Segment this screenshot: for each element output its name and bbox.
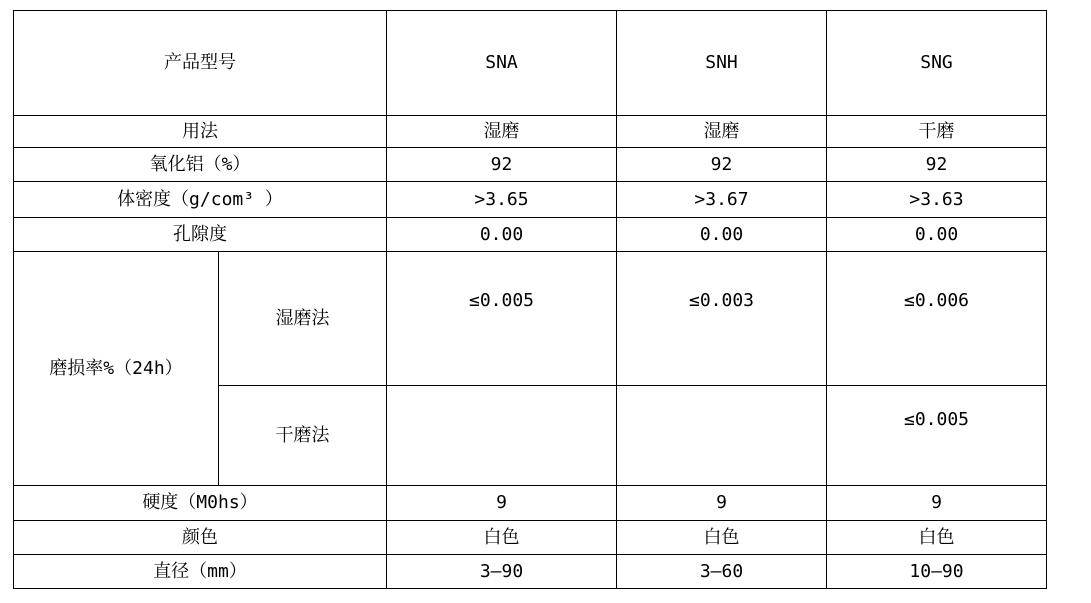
product-spec-table <box>13 10 1047 589</box>
label-cell: 直径（mm） <box>14 555 387 589</box>
value-cell: ≤0.005 <box>827 386 1047 486</box>
value-cell: 白色 <box>617 521 827 555</box>
row-color <box>14 521 1047 555</box>
value-cell: 白色 <box>387 521 617 555</box>
value-cell: ≤0.005 <box>387 252 617 386</box>
label-cell: 用法 <box>14 116 387 148</box>
value-cell: 9 <box>827 486 1047 521</box>
value-cell: >3.63 <box>827 182 1047 218</box>
value-cell: 0.00 <box>827 218 1047 252</box>
label-cell: 颜色 <box>14 521 387 555</box>
row-porosity <box>14 218 1047 252</box>
value-cell: >3.67 <box>617 182 827 218</box>
label-cell: 体密度（g/com³ ） <box>14 182 387 218</box>
value-cell: 0.00 <box>387 218 617 252</box>
value-cell: 0.00 <box>617 218 827 252</box>
header-label-cell: 产品型号 <box>14 11 387 116</box>
row-usage <box>14 116 1047 148</box>
value-cell: 9 <box>387 486 617 521</box>
row-hardness <box>14 486 1047 521</box>
model-cell-snh: SNH <box>617 11 827 116</box>
value-cell: 9 <box>617 486 827 521</box>
model-cell-sng: SNG <box>827 11 1047 116</box>
label-cell: 氧化铝（%） <box>14 148 387 182</box>
value-cell-empty <box>387 386 617 486</box>
wear-rate-label-cell: 磨损率%（24h） <box>14 252 219 486</box>
value-cell: ≤0.003 <box>617 252 827 386</box>
value-cell: ≤0.006 <box>827 252 1047 386</box>
label-cell: 孔隙度 <box>14 218 387 252</box>
value-cell: 湿磨 <box>387 116 617 148</box>
model-cell-sna: SNA <box>387 11 617 116</box>
value-cell: 92 <box>617 148 827 182</box>
row-diameter <box>14 555 1047 589</box>
row-density <box>14 182 1047 218</box>
value-cell: 3—60 <box>617 555 827 589</box>
label-cell: 硬度（M0hs） <box>14 486 387 521</box>
row-wear-wet <box>14 252 1047 386</box>
value-cell-empty <box>617 386 827 486</box>
value-cell: 干磨 <box>827 116 1047 148</box>
value-cell: 92 <box>387 148 617 182</box>
dry-method-label-cell: 干磨法 <box>219 386 387 486</box>
value-cell: 92 <box>827 148 1047 182</box>
value-cell: >3.65 <box>387 182 617 218</box>
value-cell: 10—90 <box>827 555 1047 589</box>
wet-method-label-cell: 湿磨法 <box>219 252 387 386</box>
header-row <box>14 11 1047 116</box>
value-cell: 白色 <box>827 521 1047 555</box>
value-cell: 3—90 <box>387 555 617 589</box>
value-cell: 湿磨 <box>617 116 827 148</box>
row-alumina <box>14 148 1047 182</box>
